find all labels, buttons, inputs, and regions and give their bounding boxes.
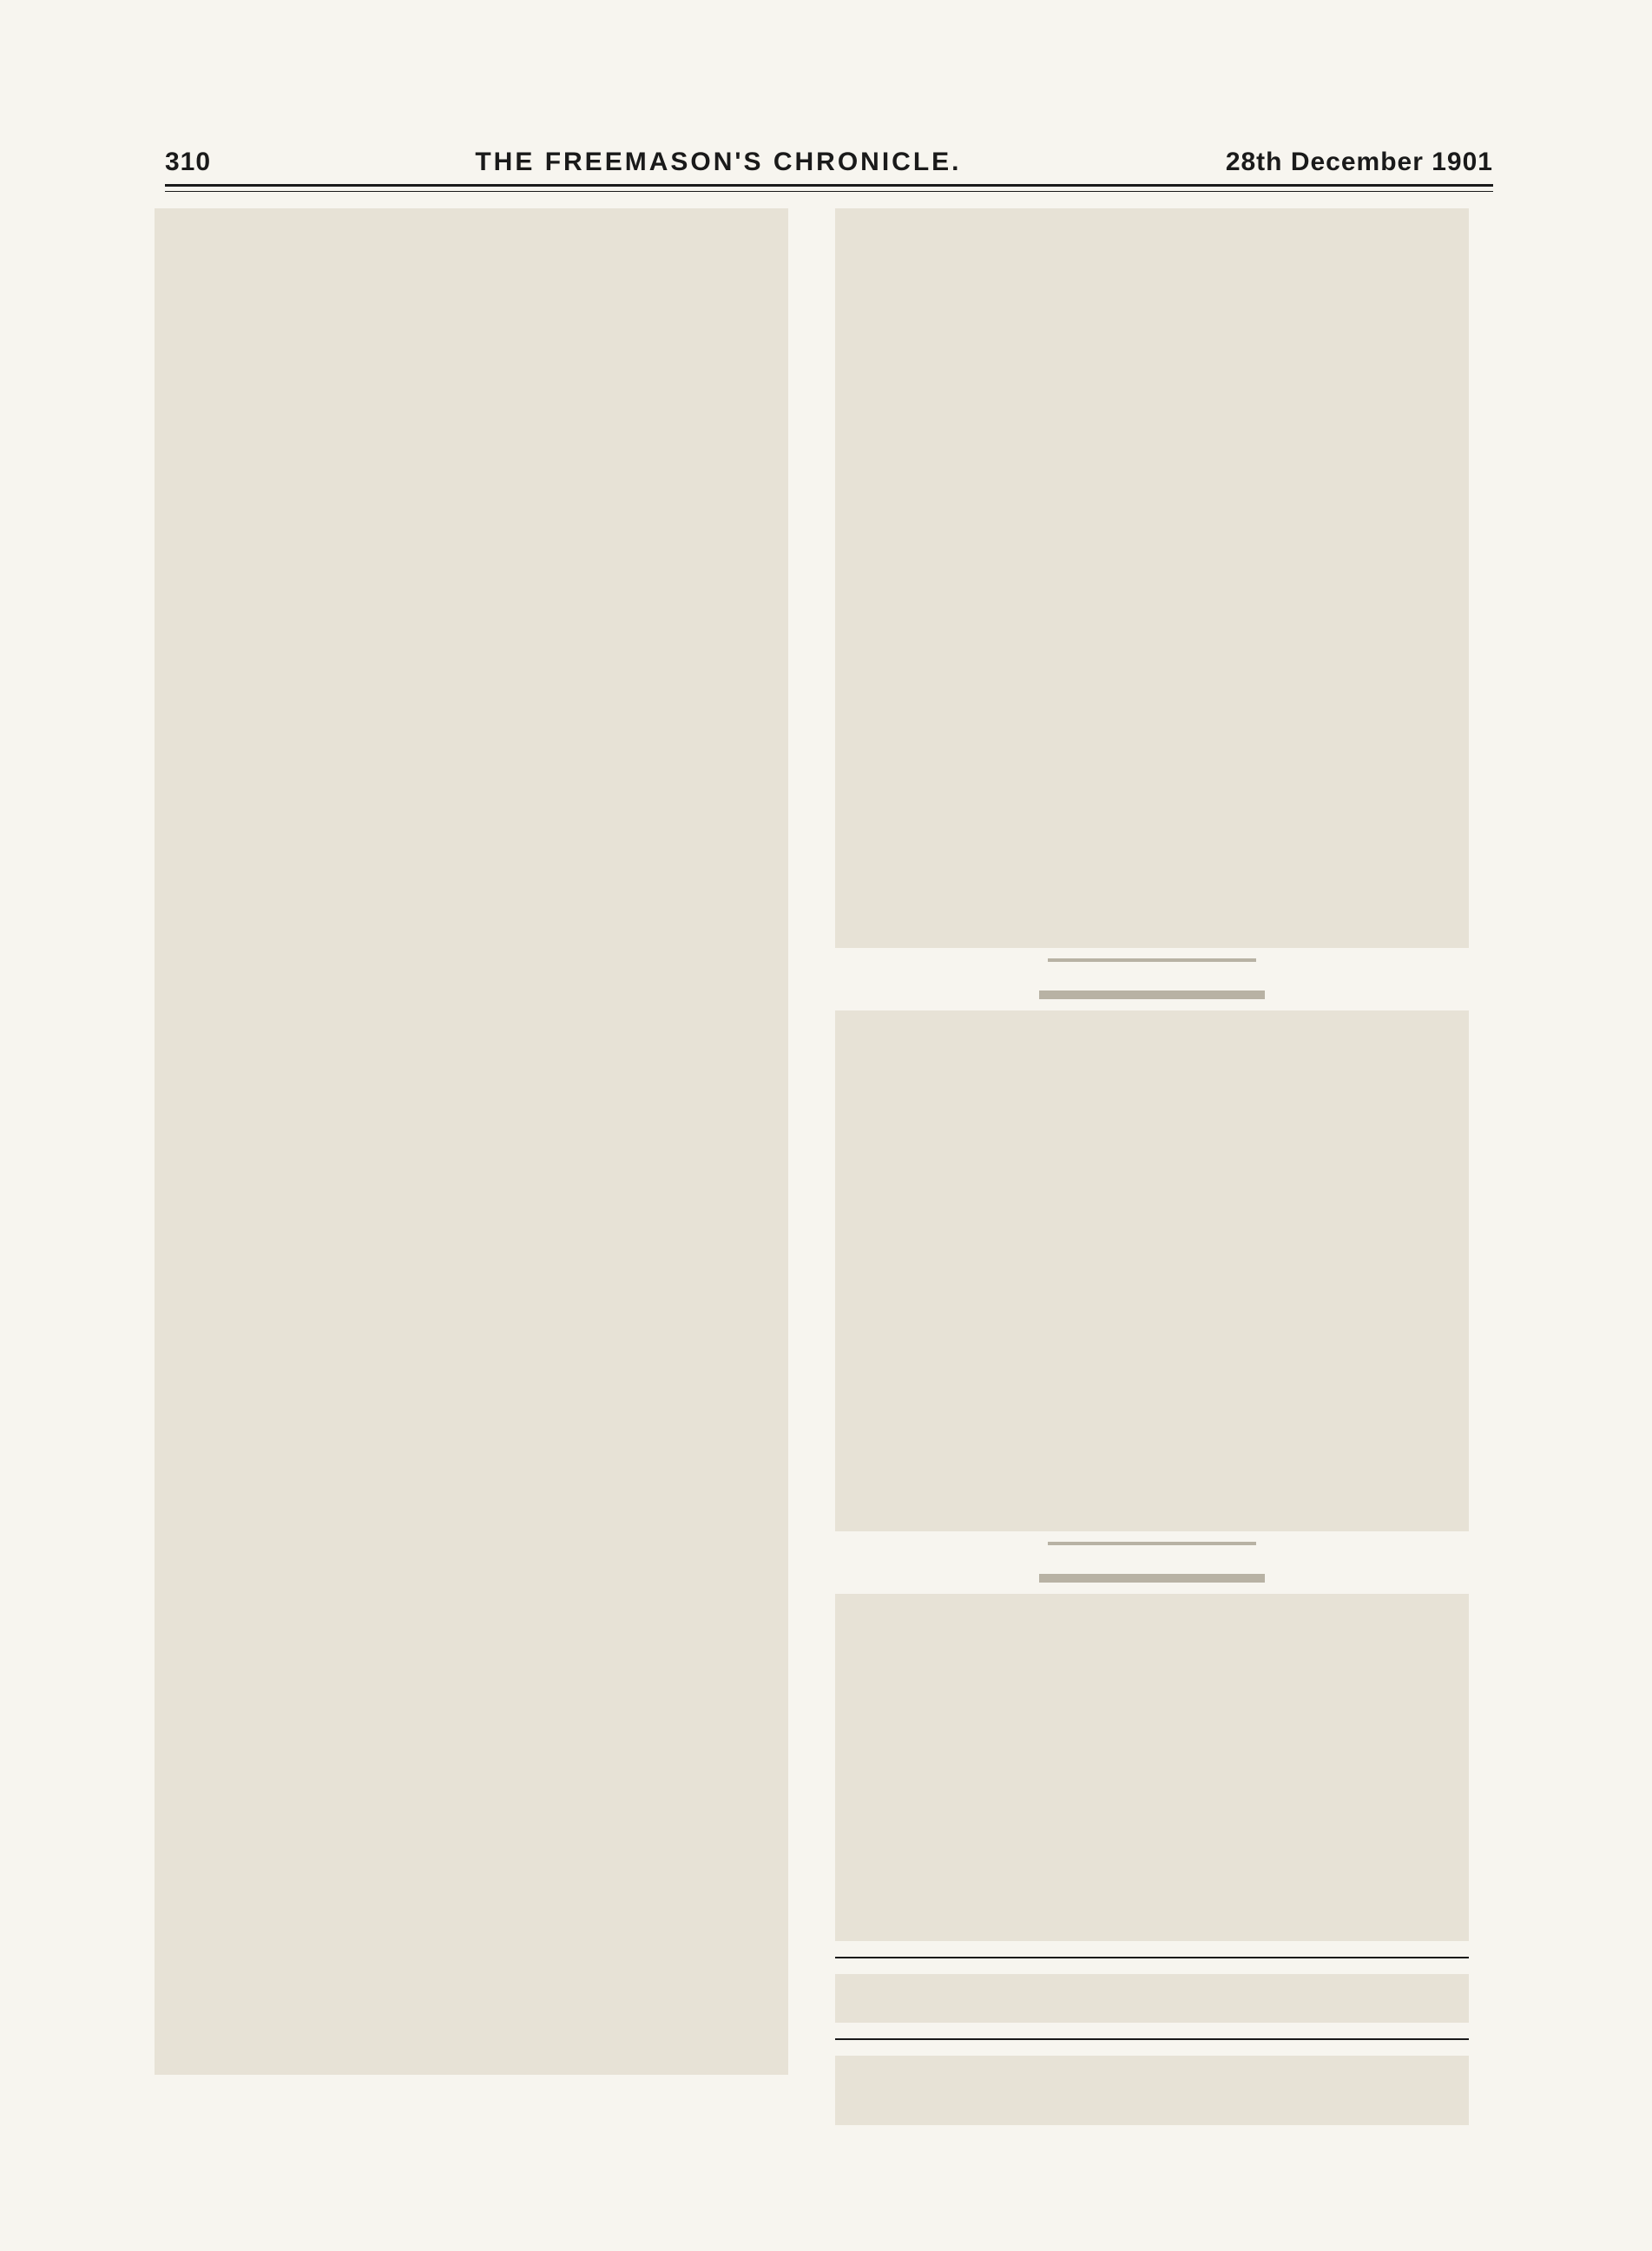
issue-date: 28th December 1901	[1225, 148, 1493, 176]
notice-bookbinding	[835, 1974, 1469, 2023]
notice-reviewer	[835, 2056, 1469, 2125]
masthead-rule	[165, 184, 1493, 187]
section-divider-stars	[835, 958, 1469, 972]
article-rejected-candidates	[835, 1594, 1469, 1941]
article-the-old-tyler	[835, 1010, 1469, 1531]
article-continuation	[835, 208, 1469, 948]
section-divider-stars	[835, 1542, 1469, 1556]
notice-divider	[835, 1957, 1469, 1958]
right-column	[835, 208, 1469, 2125]
masthead-rule-thin	[165, 191, 1493, 192]
notice-divider	[835, 2038, 1469, 2040]
page-number: 310	[165, 148, 212, 176]
heading-the-old-tyler	[835, 979, 1469, 1010]
publication-title: THE FREEMASON'S CHRONICLE.	[475, 148, 962, 176]
left-column-body	[155, 208, 788, 2075]
left-column	[155, 208, 788, 2075]
heading-rejected-candidates	[835, 1563, 1469, 1594]
masthead	[165, 137, 1493, 177]
